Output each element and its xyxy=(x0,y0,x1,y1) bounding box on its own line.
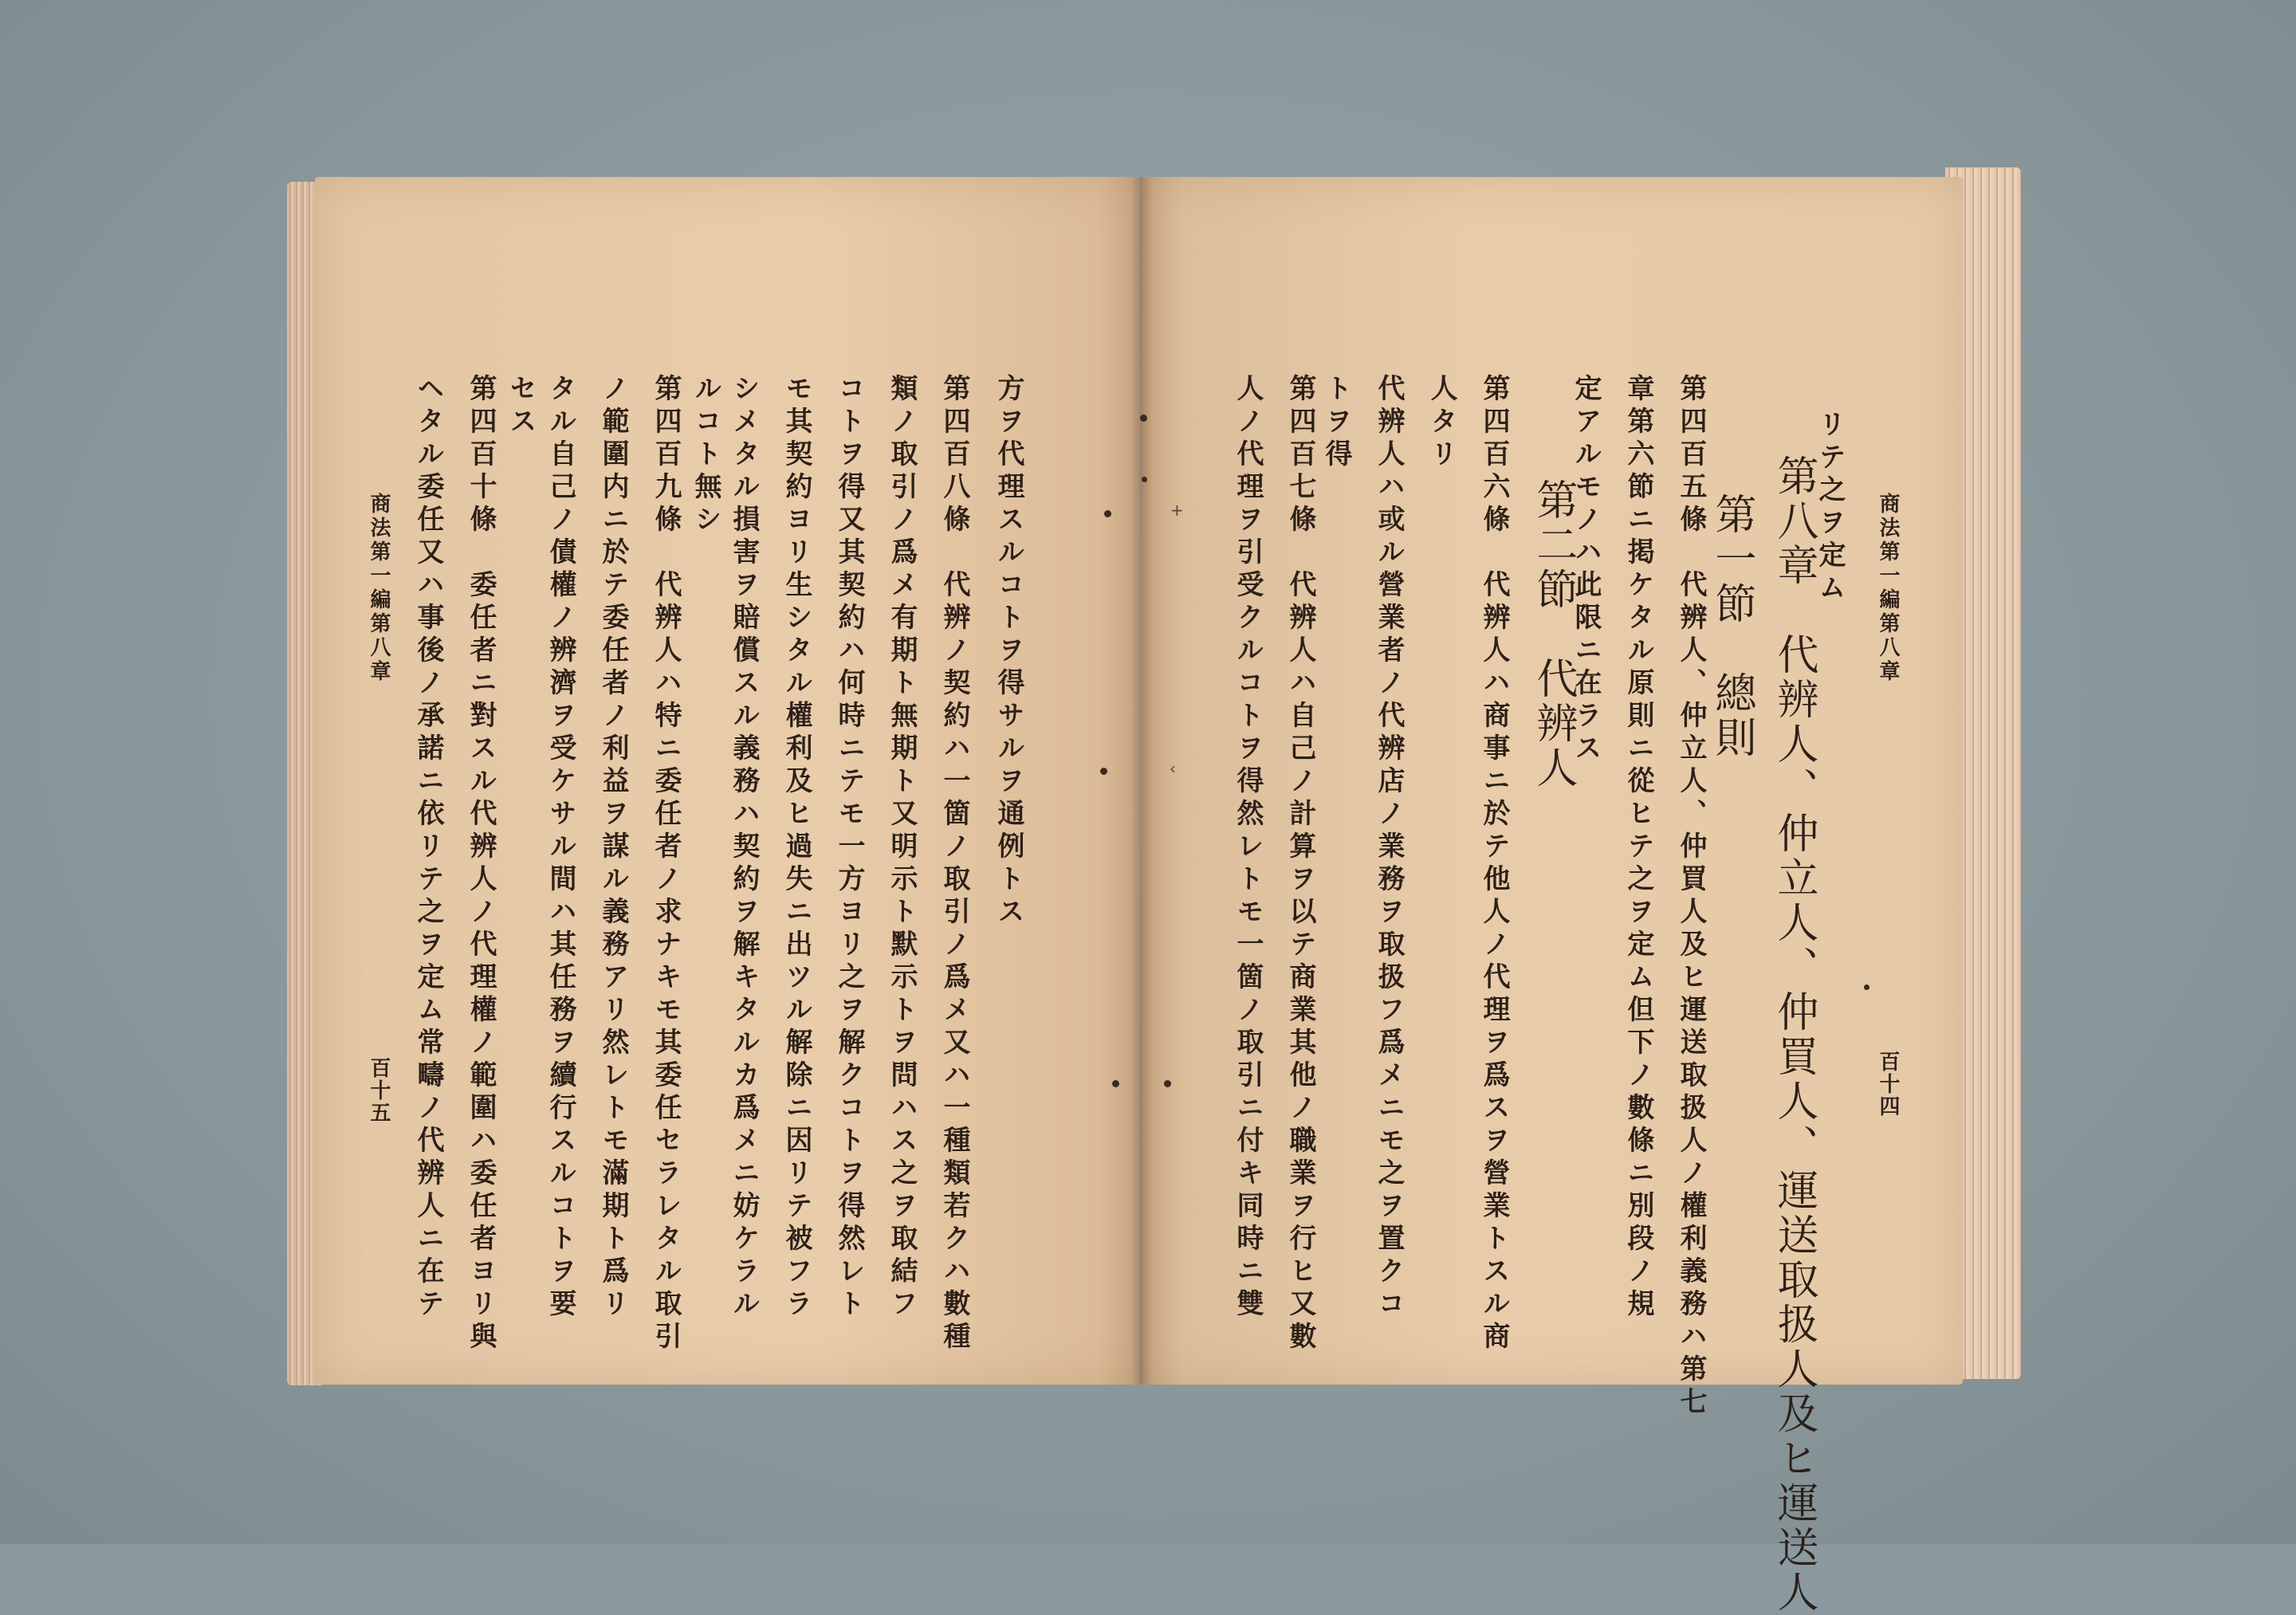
text-column-left-2: 第四百八條 代辨ノ契約ハ一箇ノ取引ノ爲メ又ハ一種類若クハ數種 xyxy=(938,374,970,1354)
binding-hole xyxy=(1112,1080,1119,1087)
text-column-left-11: セス xyxy=(505,374,537,439)
running-header-left: 商法第一編第八章 xyxy=(367,493,391,684)
text-column-right-5: 章第六節ニ掲ケタル原則ニ從ヒテ之ヲ定ム但下ノ數條ニ別段ノ規 xyxy=(1622,374,1654,1322)
paper-speck: + xyxy=(1170,501,1184,520)
text-column-right-4: 第四百五條 代辨人、仲立人、仲買人及ヒ運送取扱人ノ權利義務ハ第七 xyxy=(1675,374,1707,1420)
text-column-left-3: 類ノ取引ノ爲メ有期ト無期ト又明示ト默示トヲ問ハス之ヲ取結フ xyxy=(886,374,918,1322)
text-column-left-8: 第四百九條 代辨人ハ特ニ委任者ノ求ナキモ其委任セラレタル取引 xyxy=(650,374,682,1354)
text-column-right-10: 代辨人ハ或ル營業者ノ代辨店ノ業務ヲ取扱フ爲メニモ之ヲ置クコ xyxy=(1373,374,1405,1322)
text-column-left-12: 第四百十條 委任者ニ對スル代辨人ノ代理權ノ範圍ハ委任者ヨリ與 xyxy=(465,374,497,1354)
text-column-right-6: 定アルモノハ此限ニ在ラス xyxy=(1570,374,1602,766)
text-column-right-11: トヲ得 xyxy=(1320,374,1352,472)
binding-hole xyxy=(1100,768,1107,775)
chapter-heading: 第八章 代辨人、仲立人、仲買人、運送取扱人及ヒ運送人 xyxy=(1770,454,1818,1615)
book-gutter xyxy=(1130,177,1153,1385)
text-column-right-1: リテ之ヲ定ム xyxy=(1814,410,1846,606)
text-column-right-8: 第四百六條 代辨人ハ商事ニ於テ他人ノ代理ヲ爲スヲ營業トスル商 xyxy=(1478,374,1510,1354)
text-column-left-13: ヘタル委任又ハ事後ノ承諾ニ依リテ之ヲ定ム常疇ノ代辨人ニ在テ xyxy=(412,374,444,1322)
running-header-right: 商法第一編第八章 xyxy=(1876,493,1900,684)
text-column-left-1: 方ヲ代理スルコトヲ得サルヲ通例トス xyxy=(993,374,1024,929)
binding-hole xyxy=(1104,510,1111,517)
page-number-left: 百十五 xyxy=(367,1057,391,1124)
text-column-left-6: シメタル損害ヲ賠償スル義務ハ契約ヲ解キタルカ爲メニ妨ケラル xyxy=(728,374,760,1322)
page-number-right: 百十四 xyxy=(1876,1051,1900,1118)
text-column-left-7: ルコト無シ xyxy=(690,374,721,537)
paper-speck xyxy=(1864,984,1869,990)
text-column-right-9: 人タリ xyxy=(1425,374,1457,472)
text-column-left-5: モ其契約ヨリ生シタル權利及ヒ過失ニ出ツル解除ニ因リテ被フラ xyxy=(780,374,812,1322)
section-heading-2: 第二節 代辨人 xyxy=(1529,478,1577,791)
text-column-right-12: 第四百七條 代辨人ハ自己ノ計算ヲ以テ商業其他ノ職業ヲ行ヒ又數 xyxy=(1284,374,1316,1354)
text-column-left-9: ノ範圍内ニ於テ委任者ノ利益ヲ謀ル義務アリ然レトモ滿期ト爲リ xyxy=(597,374,629,1322)
text-column-right-13: 人ノ代理ヲ引受クルコトヲ得然レトモ一箇ノ取引ニ付キ同時ニ雙 xyxy=(1232,374,1264,1322)
binding-hole xyxy=(1140,415,1147,422)
text-column-left-10: タル自己ノ債權ノ辨濟ヲ受ケサル間ハ其任務ヲ續行スルコトヲ要 xyxy=(545,374,576,1322)
binding-hole xyxy=(1164,1080,1171,1087)
section-heading-1: 第一節 總則 xyxy=(1708,493,1755,760)
text-column-left-4: コトヲ得又其契約ハ何時ニテモ一方ヨリ之ヲ解クコトヲ得然レト xyxy=(833,374,865,1322)
paper-speck xyxy=(1142,477,1147,482)
paper-speck: ‹ xyxy=(1170,759,1176,778)
